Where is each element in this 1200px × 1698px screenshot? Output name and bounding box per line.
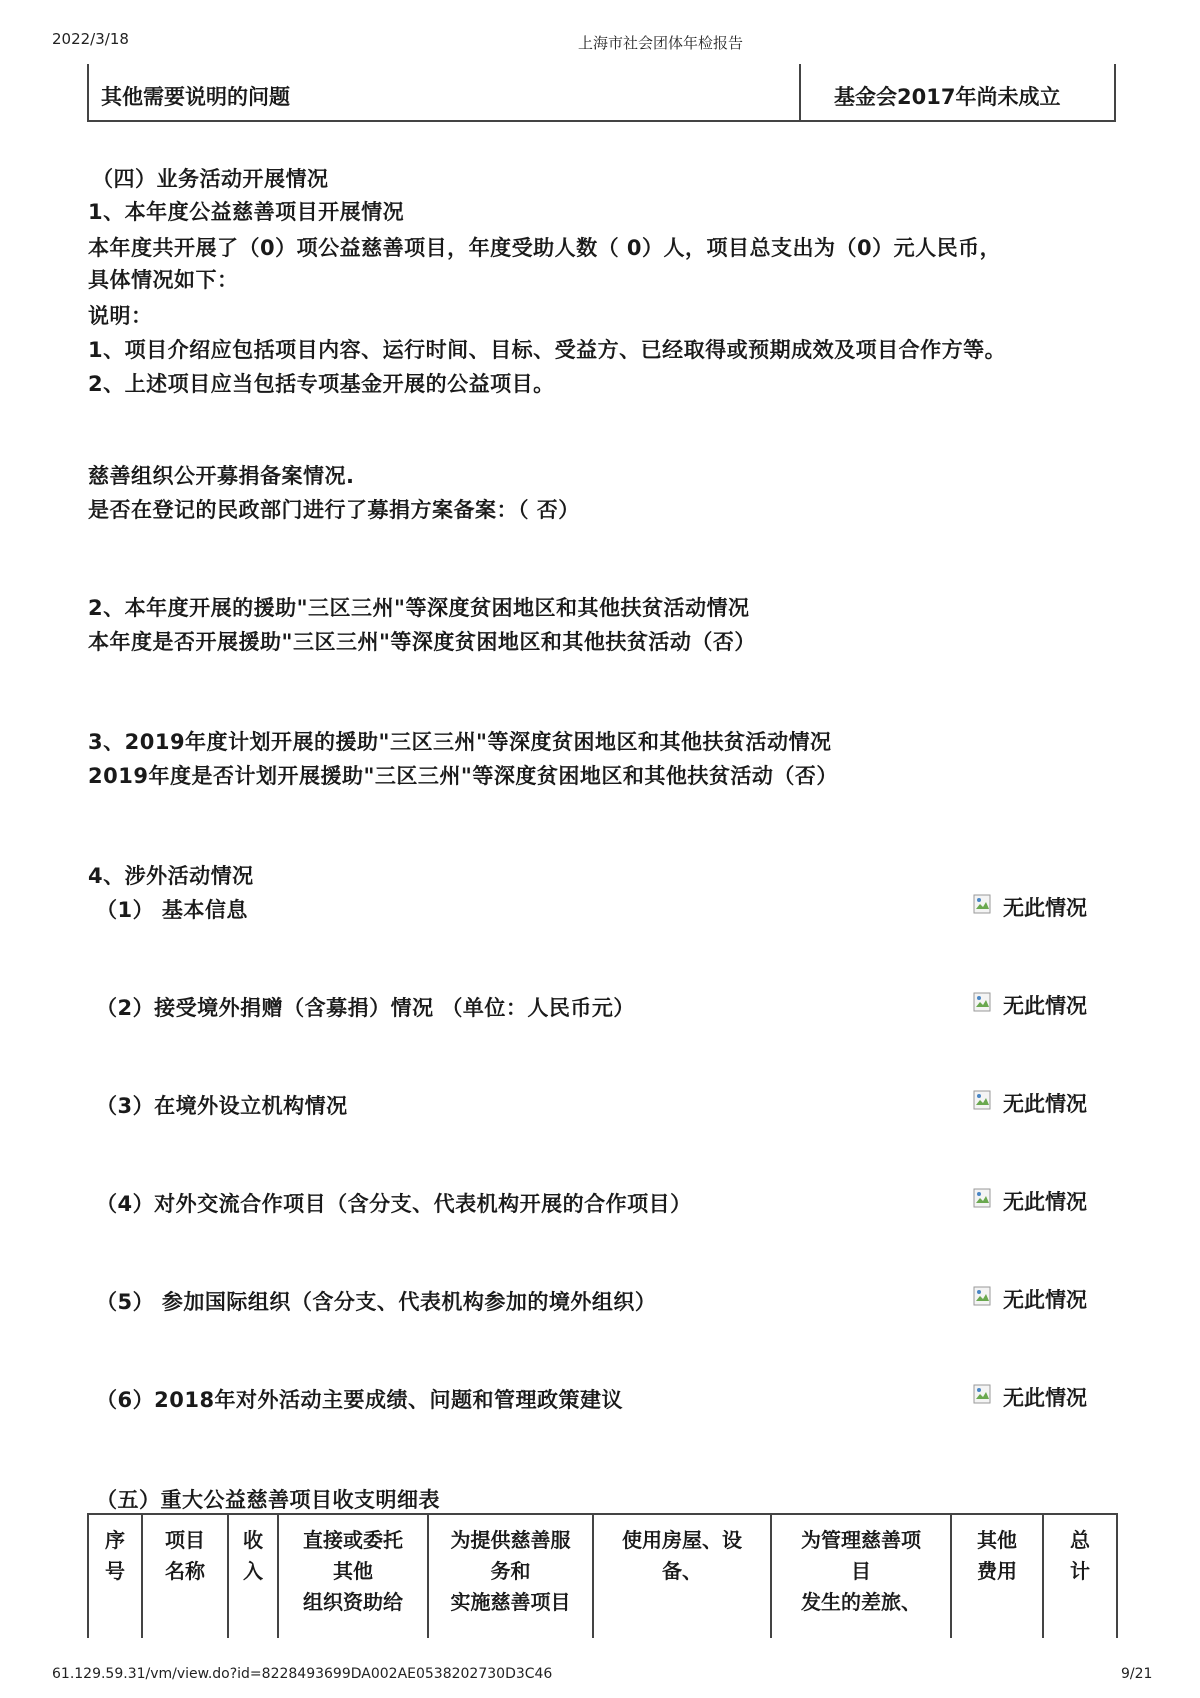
fundraising-question: 是否在登记的民政部门进行了募捐方案备案：（ 否）: [88, 498, 580, 522]
foreign-item-6-status: [973, 1382, 1113, 1412]
other-issues-table: [87, 64, 1116, 122]
table-divider: [799, 64, 801, 120]
item3-title: 3、2019年度计划开展的援助"三区三州"等深度贫困地区和其他扶贫活动情况: [88, 730, 832, 754]
col-header-management: 为管理慈善项 目 发生的差旅、: [771, 1514, 951, 1638]
col-header-income: 收 入: [228, 1514, 278, 1638]
broken-image-icon: [973, 1188, 995, 1210]
page-number: 9/21: [1121, 1666, 1153, 1682]
foreign-item-5-status: [973, 1284, 1113, 1314]
broken-image-icon: [973, 1090, 995, 1112]
broken-image-icon: [973, 894, 995, 916]
item2-title: 2、本年度开展的援助"三区三州"等深度贫困地区和其他扶贫活动情况: [88, 596, 750, 620]
foreign-item-3-status: [973, 1088, 1113, 1118]
col-header-index: 序 号: [88, 1514, 142, 1638]
broken-image-icon: [973, 992, 995, 1014]
col-header-premises: 使用房屋、设 备、: [593, 1514, 771, 1638]
note-1: 1、项目介绍应包括项目内容、运行时间、目标、受益方、已经取得或预期成效及项目合作方等。: [88, 338, 1007, 362]
item3-question: 2019年度是否计划开展援助"三区三州"等深度贫困地区和其他扶贫活动（否）: [88, 764, 838, 788]
other-issues-label: 其他需要说明的问题: [101, 85, 290, 109]
broken-image-icon: [973, 1286, 995, 1308]
item4-title: 4、涉外活动情况: [88, 864, 254, 888]
col-header-other-costs: 其他 费用: [951, 1514, 1043, 1638]
none-status-text: 无此情况: [1003, 1288, 1087, 1312]
section5-title: （五）重大公益慈善项目收支明细表: [96, 1488, 440, 1512]
col-header-service: 为提供慈善服 务和 实施慈善项目: [428, 1514, 593, 1638]
none-status-text: 无此情况: [1003, 994, 1087, 1018]
item1-title: 1、本年度公益慈善项目开展情况: [88, 200, 405, 224]
foreign-item-2-status: [973, 990, 1113, 1020]
header-date: 2022/3/18: [52, 30, 129, 48]
item1-line1: 本年度共开展了（0）项公益慈善项目，年度受助人数（ 0）人，项目总支出为（0）元人民币，: [88, 236, 1002, 260]
foreign-item-4-label: （4）对外交流合作项目（含分支、代表机构开展的合作项目）: [96, 1192, 692, 1216]
foreign-item-5-label: （5） 参加国际组织（含分支、代表机构参加的境外组织）: [96, 1290, 657, 1314]
foreign-item-1-status: [973, 892, 1113, 922]
none-status-text: 无此情况: [1003, 1386, 1087, 1410]
item1-line2: 具体情况如下：: [88, 268, 239, 292]
foreign-item-1-label: （1） 基本信息: [96, 898, 248, 922]
none-status-text: 无此情况: [1003, 1190, 1087, 1214]
none-status-text: 无此情况: [1003, 1092, 1087, 1116]
foreign-item-2-label: （2）接受境外捐赠（含募捐）情况 （单位：人民币元）: [96, 996, 635, 1020]
fundraising-title: 慈善组织公开募捐备案情况.: [88, 464, 355, 488]
footer-url: 61.129.59.31/vm/view.do?id=8228493699DA002AE0538202730D3C46: [52, 1666, 553, 1682]
note-2: 2、上述项目应当包括专项基金开展的公益项目。: [88, 372, 555, 396]
foreign-item-3-label: （3）在境外设立机构情况: [96, 1094, 348, 1118]
charity-project-detail-table: [87, 1513, 1118, 1638]
foreign-item-4-status: [973, 1186, 1113, 1216]
foreign-item-6-label: （6）2018年对外活动主要成绩、问题和管理政策建议: [96, 1388, 624, 1412]
other-issues-value: 基金会2017年尚未成立: [834, 85, 1061, 109]
section4-title: （四）业务活动开展情况: [92, 167, 329, 191]
note-label: 说明：: [88, 304, 153, 328]
item2-question: 本年度是否开展援助"三区三州"等深度贫困地区和其他扶贫活动（否）: [88, 630, 756, 654]
none-status-text: 无此情况: [1003, 896, 1087, 920]
broken-image-icon: [973, 1384, 995, 1406]
col-header-total: 总 计: [1043, 1514, 1117, 1638]
col-header-project-name: 项目 名称: [142, 1514, 228, 1638]
col-header-grants: 直接或委托 其他 组织资助给: [278, 1514, 428, 1638]
header-title: 上海市社会团体年检报告: [578, 34, 744, 52]
